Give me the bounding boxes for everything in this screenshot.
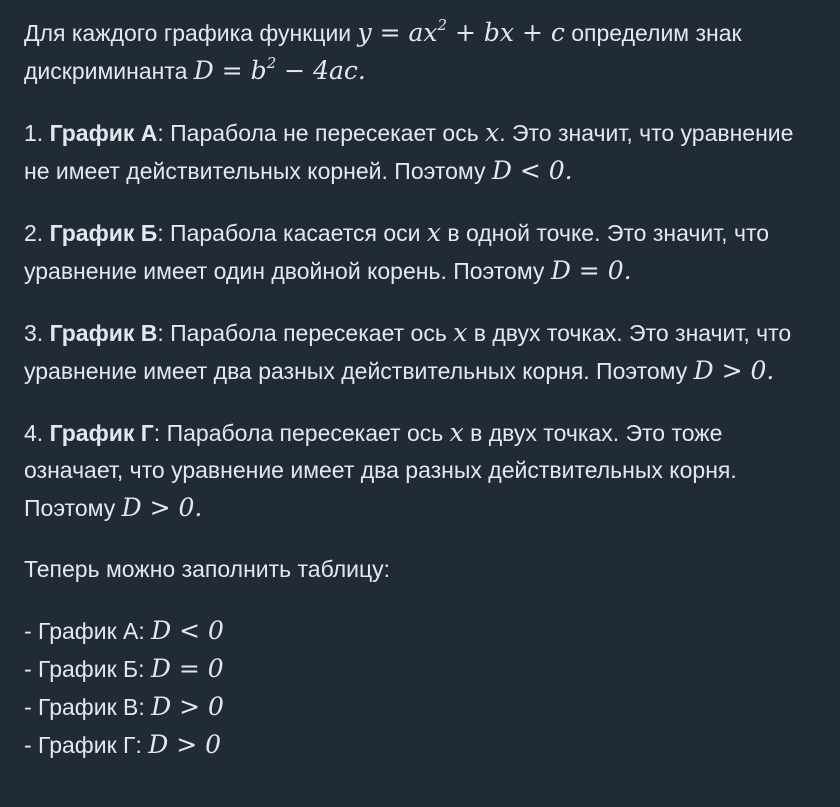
discriminant-formula: $D = b^2 - 4ac$.: [193, 53, 366, 85]
intro-paragraph: [24, 14, 824, 90]
intro-text: Для каждого графика функции: [24, 20, 358, 46]
chat-message: [24, 14, 824, 764]
graph-b-title: График Б: [49, 220, 158, 246]
summary-list: [24, 612, 824, 764]
summary-value: D > 0: [151, 692, 224, 721]
table-intro: Теперь можно заполнить таблицу:: [24, 556, 391, 582]
graph-v-result: D > 0.: [693, 356, 775, 385]
graph-g-paragraph: 4. График Г: Парабола пересекает ось x в двух точках. Это тоже означает, что уравнение имеет два разных действительных корня. Поэтому D > 0.: [24, 418, 737, 522]
x-variable: x: [453, 318, 468, 347]
summary-value: D < 0: [151, 616, 224, 645]
graph-g-result: D > 0.: [121, 493, 203, 522]
graph-a-paragraph: 1. График А: Парабола не пересекает ось x. Это значит, что уравнение не имеет действительных корней. Поэтому D < 0.: [24, 118, 794, 185]
graph-b-result: D = 0.: [550, 256, 632, 285]
list-item: - График Г: D > 0: [24, 730, 222, 759]
x-variable: x: [485, 118, 500, 147]
intro-text-continued: определим знак дискриминанта: [24, 20, 742, 84]
graph-b-paragraph: 2. График Б: Парабола касается оси x в одной точке. Это значит, что уравнение имеет один двойной корень. Поэтому D = 0.: [24, 218, 770, 285]
list-item: - График Б: D = 0: [24, 654, 224, 683]
graph-v-title: График В: [49, 320, 158, 346]
graph-a-result: D < 0.: [491, 156, 573, 185]
graph-g-title: График Г: [49, 420, 154, 446]
graph-a-title: График А: [49, 120, 158, 146]
summary-value: D > 0: [148, 730, 222, 759]
x-variable: x: [426, 218, 441, 247]
list-item: - График В: D > 0: [24, 692, 224, 721]
function-formula: $y = ax^2$ + bx + c: [357, 15, 565, 47]
graph-v-paragraph: 3. График В: Парабола пересекает ось x в двух точках. Это значит, что уравнение имеет два разных действительных корня. Поэтому D > 0.: [24, 318, 792, 385]
x-variable: x: [449, 418, 464, 447]
list-item: - График А: D < 0: [24, 616, 224, 645]
summary-value: D = 0: [150, 654, 224, 683]
